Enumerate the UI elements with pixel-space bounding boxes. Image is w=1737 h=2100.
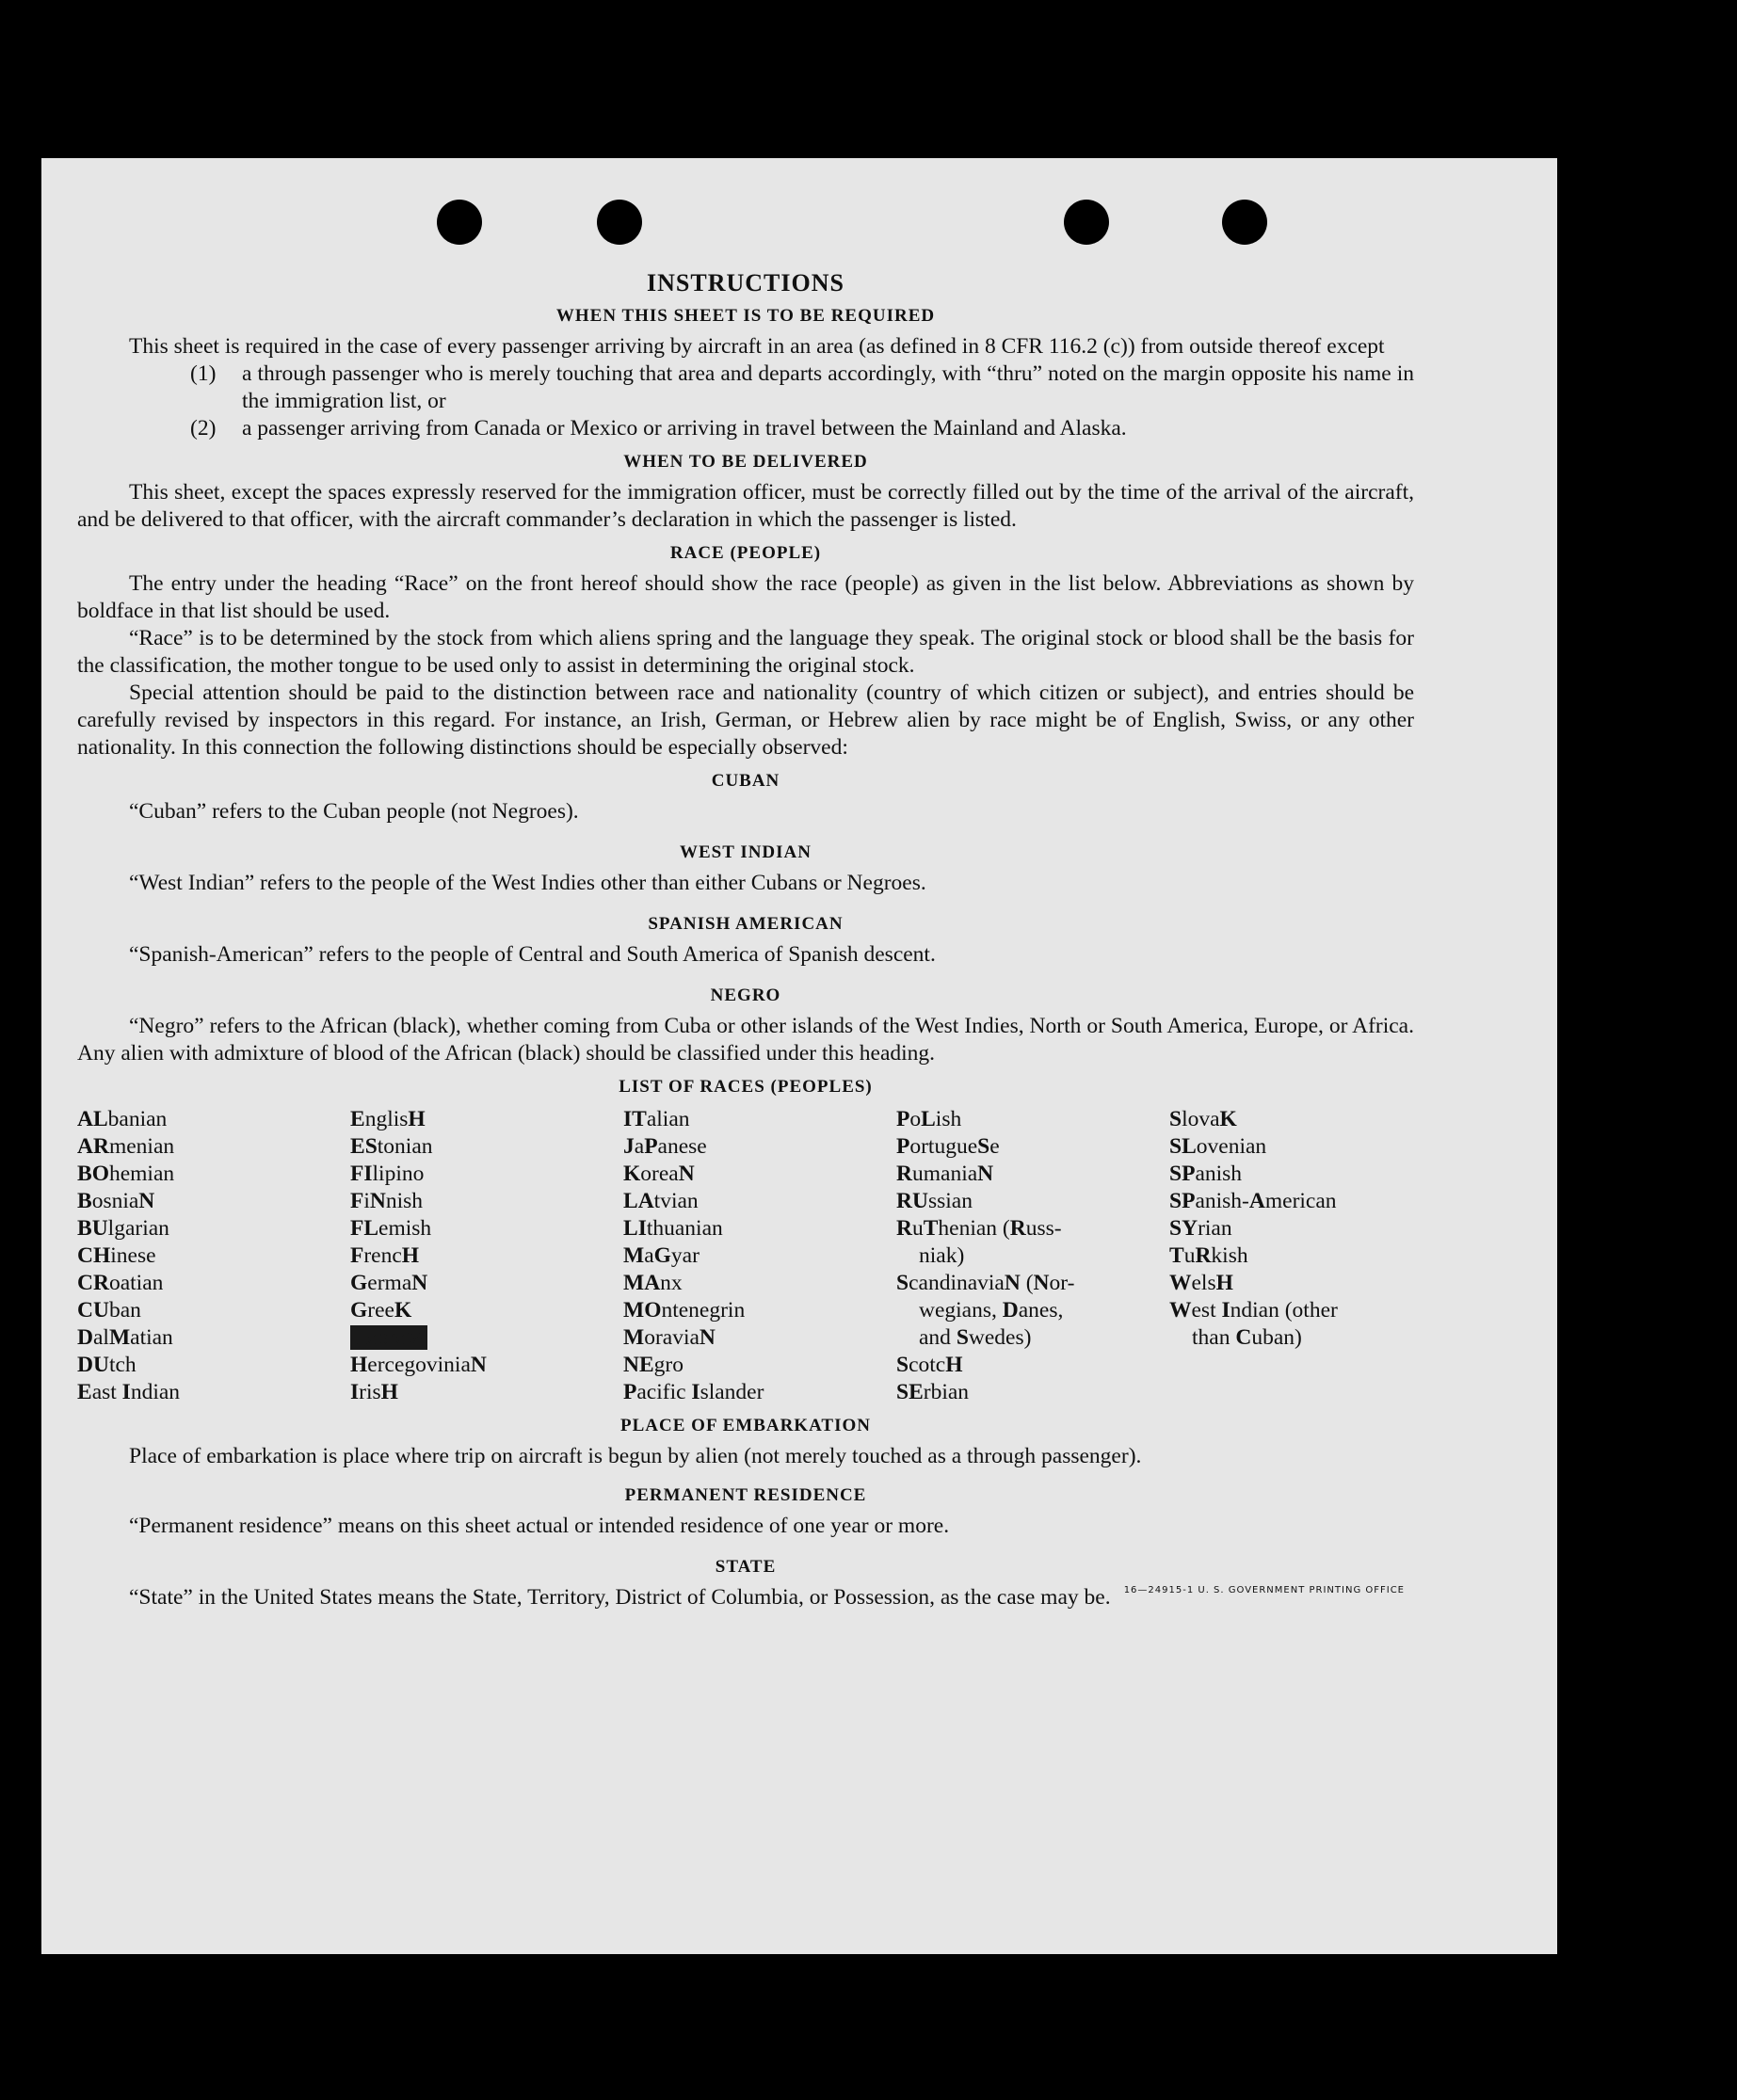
race-entry: DalMatian <box>77 1325 173 1350</box>
race-entry: BOhemian <box>77 1162 175 1186</box>
punch-hole <box>437 200 482 245</box>
race-entry: LIthuanian <box>623 1216 723 1241</box>
race-entry: JaPanese <box>623 1134 707 1159</box>
race-entry: ScandinaviaN (Nor- <box>896 1271 1075 1295</box>
race-entry: niak) <box>919 1243 965 1268</box>
heading-embarkation: PLACE OF EMBARKATION <box>620 1416 871 1435</box>
race-entry: CHinese <box>77 1243 156 1268</box>
race-entry: IrisH <box>350 1380 398 1404</box>
state-text: “State” in the United States means the State, Territory, District of Columbia, or Possession, as the case may be. <box>129 1585 1111 1610</box>
race-entry: SPanish-American <box>1169 1189 1337 1213</box>
race-entry: MaGyar <box>623 1243 700 1268</box>
race-entry: RuThenian (Russ- <box>896 1216 1062 1241</box>
race-paragraph-2: “Race” is to be determined by the stock from which aliens spring and the language they speak. The original stock or blood shall be the basis for the classification, the mother tongue to be used only to assist in determining the original stock. <box>77 626 1414 678</box>
race-entry: EnglisH <box>350 1107 426 1131</box>
race-entry-redacted: HebreW <box>350 1325 428 1350</box>
instructions-content <box>77 269 1414 1611</box>
race-entry: MAnx <box>623 1271 683 1295</box>
race-entry: MoraviaN <box>623 1325 716 1350</box>
negro-text: “Negro” refers to the African (black), whether coming from Cuba or other islands of the West Indies, North or South America, Europe, or Africa. Any alien with admixture of blood of the African (black) should be classified under this heading. <box>77 1014 1414 1066</box>
printing-office-imprint: 16—24915-1 U. S. GOVERNMENT PRINTING OFFICE <box>1123 1585 1405 1595</box>
race-entry: and Swedes) <box>919 1325 1032 1350</box>
race-entry: NEgro <box>623 1353 684 1377</box>
race-entry: West Indian (other <box>1169 1298 1338 1323</box>
race-entry: PoLish <box>896 1107 962 1131</box>
required-intro: This sheet is required in the case of every passenger arriving by aircraft in an area (as defined in 8 CFR 116.2 (c)) from outside thereof except <box>129 334 1385 359</box>
race-entry: HercegoviniaN <box>350 1353 487 1377</box>
races-column <box>896 1106 1169 1406</box>
race-entry: ALbanian <box>77 1107 168 1131</box>
race-entry: ARmenian <box>77 1134 175 1159</box>
race-entry: SLovenian <box>1169 1134 1267 1159</box>
races-list <box>77 1106 1414 1406</box>
race-entry: East Indian <box>77 1380 181 1404</box>
race-entry: SPanish <box>1169 1162 1243 1186</box>
race-entry: DUtch <box>77 1353 137 1377</box>
heading-west-indian: WEST INDIAN <box>680 842 812 862</box>
race-paragraph-3: Special attention should be paid to the distinction between race and nationality (country of which citizen or subject), and entries should be carefully revised by inspectors in this regard. For instance, an Irish, German, or Hebrew alien by race might be of English, Swiss, or any other nationality. In this connection the following distinctions should be especially observed: <box>77 681 1414 760</box>
heading-required: WHEN THIS SHEET IS TO BE REQUIRED <box>555 306 936 326</box>
race-entry: WelsH <box>1169 1271 1233 1295</box>
punch-hole <box>1222 200 1267 245</box>
race-entry: CUban <box>77 1298 141 1323</box>
race-entry: BosniaN <box>77 1189 155 1213</box>
heading-cuban: CUBAN <box>711 771 780 791</box>
state-block <box>77 1584 1414 1611</box>
residence-text: “Permanent residence” means on this sheet actual or intended residence of one year or more. <box>129 1514 950 1538</box>
punch-hole <box>597 200 642 245</box>
heading-race: RACE (PEOPLE) <box>669 543 822 563</box>
race-entry: CRoatian <box>77 1271 164 1295</box>
races-column <box>1169 1106 1442 1406</box>
punch-hole <box>1064 200 1109 245</box>
race-entry: SErbian <box>896 1380 970 1404</box>
delivered-text: This sheet, except the spaces expressly reserved for the immigration officer, must be correctly filled out by the time of the arrival of the aircraft, and be delivered to that officer, with the aircraft commander’s declaration in which the passenger is listed. <box>77 480 1414 532</box>
races-column <box>350 1106 623 1406</box>
race-entry: GreeK <box>350 1298 412 1323</box>
race-entry: KoreaN <box>623 1162 695 1186</box>
race-entry: SlovaK <box>1169 1107 1237 1131</box>
document-sheet <box>41 158 1557 1954</box>
race-entry: wegians, Danes, <box>919 1298 1064 1323</box>
race-entry: FrencH <box>350 1243 420 1268</box>
races-column <box>623 1106 896 1406</box>
race-entry: FLemish <box>350 1216 432 1241</box>
race-entry: MOntenegrin <box>623 1298 746 1323</box>
heading-delivered: WHEN TO BE DELIVERED <box>623 452 868 472</box>
heading-negro: NEGRO <box>710 986 781 1005</box>
heading-list-of-races: LIST OF RACES (PEOPLES) <box>619 1077 873 1097</box>
cuban-text: “Cuban” refers to the Cuban people (not Negroes). <box>129 799 579 824</box>
race-entry: FiNnish <box>350 1189 424 1213</box>
page-title: INSTRUCTIONS <box>647 269 844 297</box>
required-item: (1) a through passenger who is merely touching that area and departs accordingly, with “thru” noted on the margin opposite his name in the immigration list, or <box>190 361 1414 413</box>
race-entry: SYrian <box>1169 1216 1232 1241</box>
heading-permanent-residence: PERMANENT RESIDENCE <box>624 1485 867 1505</box>
race-entry: FIlipino <box>350 1162 425 1186</box>
embarkation-text: Place of embarkation is place where trip on aircraft is begun by alien (not merely touched as a through passenger). <box>129 1444 1142 1468</box>
race-entry: TuRkish <box>1169 1243 1248 1268</box>
race-paragraph-1: The entry under the heading “Race” on the front hereof should show the race (people) as given in the list below. Abbreviations as shown by boldface in that list should be used. <box>77 571 1414 623</box>
heading-state: STATE <box>715 1557 777 1577</box>
west-indian-text: “West Indian” refers to the people of the West Indies other than either Cubans or Negroes. <box>129 871 926 895</box>
race-entry: RumaniaN <box>896 1162 994 1186</box>
race-entry: GermaN <box>350 1271 428 1295</box>
race-entry: ITalian <box>623 1107 690 1131</box>
spanish-american-text: “Spanish-American” refers to the people of Central and South America of Spanish descent. <box>129 942 936 967</box>
heading-spanish-american: SPANISH AMERICAN <box>648 914 844 934</box>
race-entry: ScotcH <box>896 1353 963 1377</box>
race-entry: BUlgarian <box>77 1216 169 1241</box>
race-entry: RUssian <box>896 1189 973 1213</box>
race-entry: Pacific Islander <box>623 1380 764 1404</box>
required-item: (2) a passenger arriving from Canada or Mexico or arriving in travel between the Mainland and Alaska. <box>190 416 1127 441</box>
race-entry: PortugueSe <box>896 1134 1000 1159</box>
race-entry: LAtvian <box>623 1189 699 1213</box>
race-entry: EStonian <box>350 1134 433 1159</box>
race-entry: than Cuban) <box>1192 1325 1302 1350</box>
races-column <box>77 1106 350 1406</box>
